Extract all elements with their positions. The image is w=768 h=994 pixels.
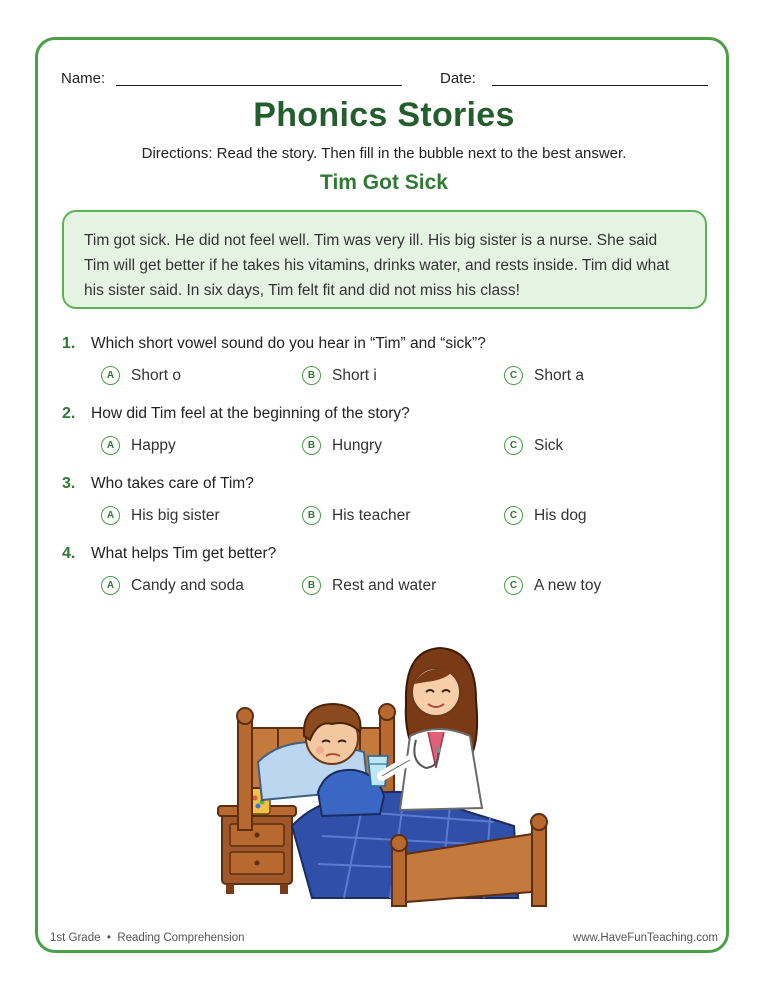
story-title: Tim Got Sick: [320, 171, 448, 194]
question-number: 1.: [62, 335, 76, 352]
question-2: [0, 405, 768, 475]
answer-bubble[interactable]: B: [302, 576, 321, 595]
answer-bubble[interactable]: A: [101, 366, 120, 385]
answer-option-b[interactable]: [302, 506, 410, 525]
answer-option-b[interactable]: [302, 576, 436, 595]
answer-text: Sick: [534, 436, 564, 454]
question-text: Which short vowel sound do you hear in “Tim” and “sick”?: [91, 335, 486, 352]
answer-text: Short o: [131, 366, 181, 384]
story-illustration: [214, 640, 554, 908]
answer-bubble[interactable]: A: [101, 436, 120, 455]
answer-option-a[interactable]: [101, 576, 244, 595]
answer-bubble[interactable]: C: [504, 506, 523, 525]
answer-option-c[interactable]: [504, 576, 601, 595]
answer-text: Hungry: [332, 436, 382, 454]
name-field[interactable]: [116, 85, 402, 86]
answer-bubble[interactable]: C: [504, 576, 523, 595]
answer-text: Short i: [332, 366, 377, 384]
page-title: Phonics Stories: [253, 96, 515, 134]
answer-text: His teacher: [332, 506, 411, 524]
question-1: [0, 335, 768, 405]
story-box: [62, 210, 707, 309]
answer-bubble[interactable]: B: [302, 366, 321, 385]
answer-option-b[interactable]: [302, 436, 382, 455]
answer-text: A new toy: [534, 576, 602, 594]
answer-text: Candy and soda: [131, 576, 244, 594]
question-number: 3.: [62, 475, 76, 492]
answer-option-c[interactable]: [504, 436, 563, 455]
footer-grade-subject: [50, 932, 245, 944]
answer-option-c[interactable]: [504, 506, 587, 525]
footer-separator: •: [106, 932, 111, 944]
answer-option-a[interactable]: [101, 506, 220, 525]
answer-option-a[interactable]: [101, 366, 181, 385]
date-field[interactable]: [492, 85, 708, 86]
footer-subject: Reading Comprehension: [117, 932, 245, 944]
answer-option-b[interactable]: [302, 366, 377, 385]
question-number: 4.: [62, 545, 76, 562]
answer-text: His dog: [534, 506, 587, 524]
answer-option-a[interactable]: [101, 436, 176, 455]
nurse-icon: [382, 648, 482, 810]
answer-text: Happy: [131, 436, 176, 454]
question-text: Who takes care of Tim?: [91, 475, 254, 492]
answer-text: Short a: [534, 366, 584, 384]
answer-text: Rest and water: [332, 576, 437, 594]
question-4: [0, 545, 768, 615]
answer-bubble[interactable]: B: [302, 436, 321, 455]
date-label: Date:: [440, 70, 476, 87]
nightstand-icon: [218, 806, 296, 894]
story-text: Tim got sick. He did not feel well. Tim was very ill. His big sister is a nurse. She said Tim will get better if he takes his vitamins, drinks water, and rests inside. Tim did what his sister said. In six days, Tim felt fit and did not miss his class!: [84, 232, 670, 299]
directions-text: Directions: Read the story. Then fill in the bubble next to the best answer.: [141, 145, 627, 162]
question-number: 2.: [62, 405, 76, 422]
answer-text: His big sister: [131, 506, 220, 524]
footer-grade: 1st Grade: [50, 932, 101, 944]
footer-website-link[interactable]: www.HaveFunTeaching.com: [572, 932, 718, 944]
answer-option-c[interactable]: [504, 366, 584, 385]
question-3: [0, 475, 768, 545]
name-label: Name:: [61, 70, 106, 87]
answer-bubble[interactable]: A: [101, 576, 120, 595]
answer-bubble[interactable]: A: [101, 506, 120, 525]
answer-bubble[interactable]: B: [302, 506, 321, 525]
answer-bubble[interactable]: C: [504, 436, 523, 455]
question-text: How did Tim feel at the beginning of the story?: [91, 405, 410, 422]
question-text: What helps Tim get better?: [91, 545, 277, 562]
answer-bubble[interactable]: C: [504, 366, 523, 385]
